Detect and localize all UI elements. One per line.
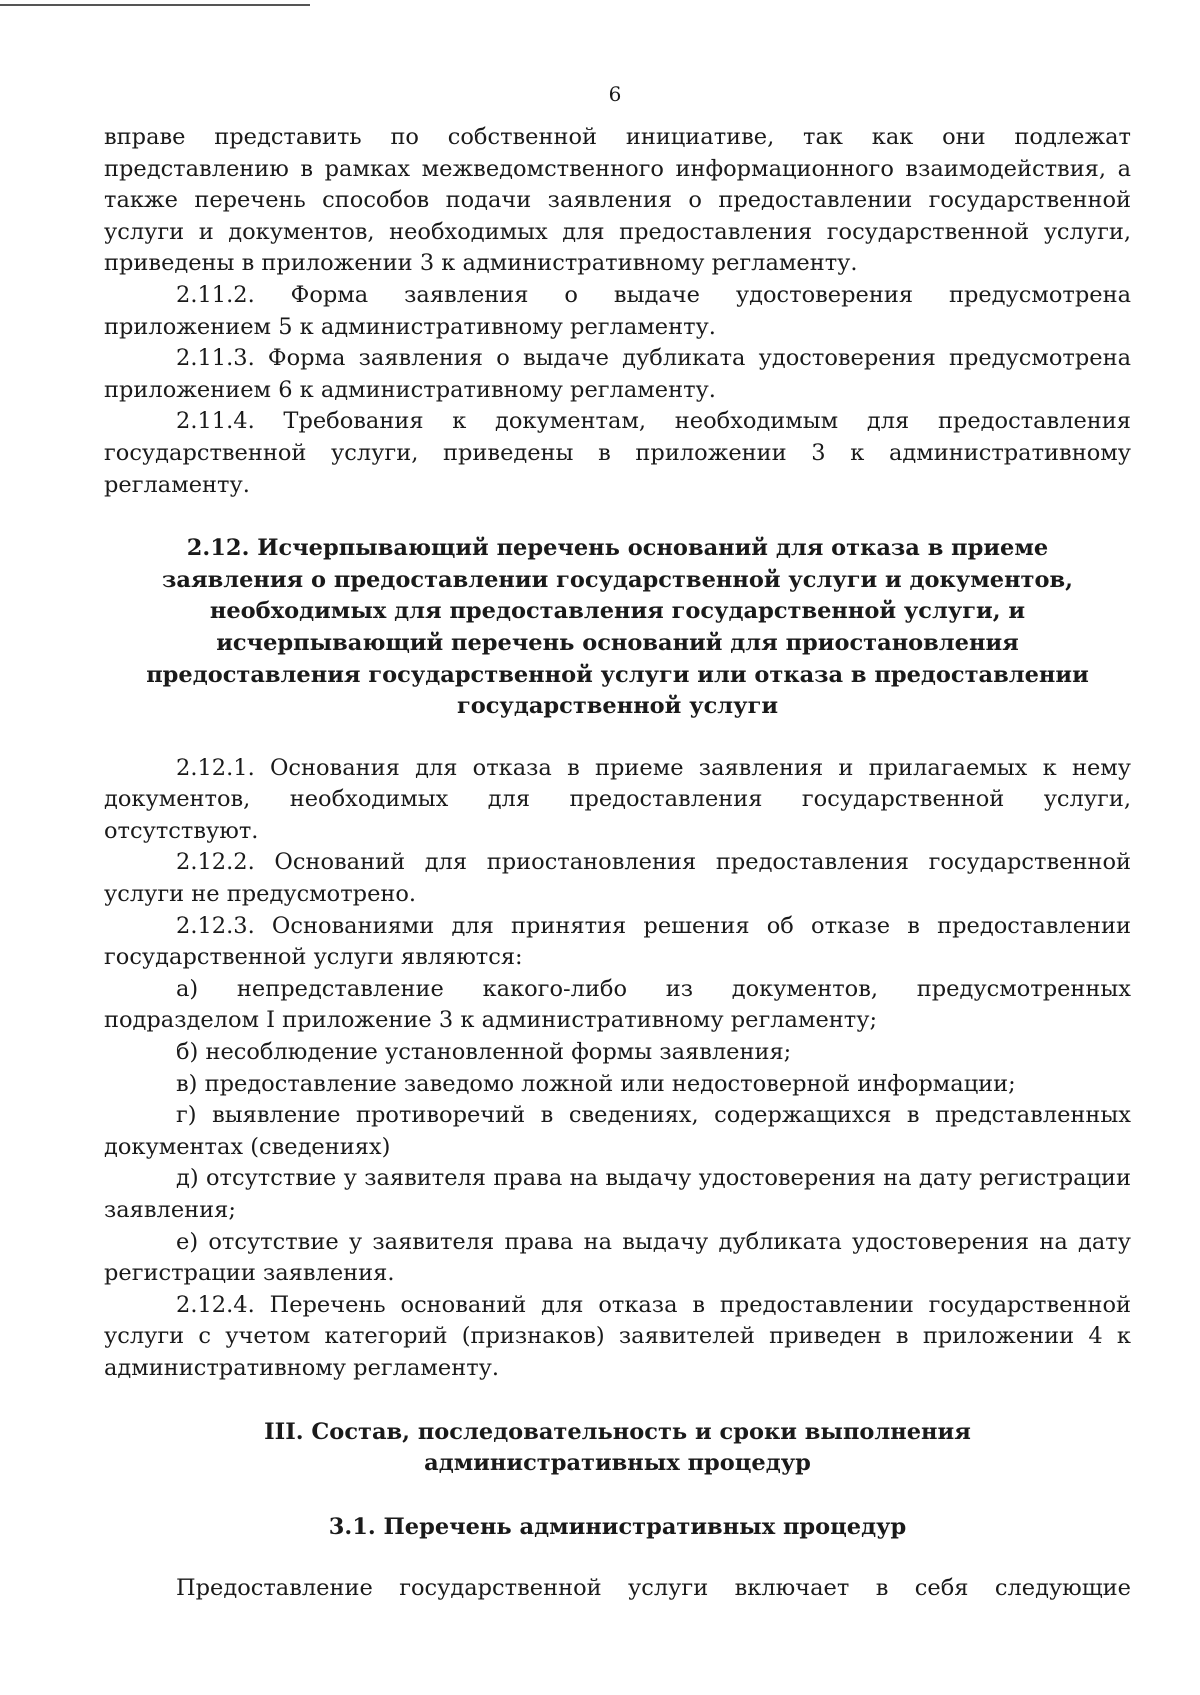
heading-section-3-line1: III. Состав, последовательность и сроки выполнения [264, 1418, 971, 1445]
page-number: 6 [608, 82, 622, 106]
paragraph-2-11-2: 2.11.2. Форма заявления о выдаче удостоверения предусмотрена приложением 5 к административному регламенту. [104, 281, 1131, 340]
paragraph-2-12-2: 2.12.2. Оснований для приостановления предоставления государственной услуги не предусмотрено. [104, 849, 1131, 908]
paragraph-2-11-3: 2.11.3. Форма заявления о выдаче дубликата удостоверения предусмотрена приложением 6 к административному регламенту. [104, 345, 1131, 403]
scan-artifact-line [0, 4, 310, 6]
paragraph-3-1: Предоставление государственной услуги включает в себя следующие [176, 1575, 1131, 1602]
paragraph-2-12-1: 2.12.1. Основания для отказа в приеме заявления и прилагаемых к нему документов, необходимых для предоставления государственной услуги, отсутствуют. [104, 754, 1131, 844]
list-item-b: б) несоблюдение установленной формы заявления; [176, 1039, 792, 1066]
list-item-e: е) отсутствие у заявителя права на выдачу дубликата удостоверения на дату регистрации заявления. [104, 1228, 1131, 1287]
paragraph-2-11-4: 2.11.4. Требования к документам, необходимым для предоставления государственной услуги, приведены в приложении 3 к административному регламенту. [104, 408, 1131, 498]
list-item-a: а) непредставление какого-либо из документов, предусмотренных подразделом I приложение 3 к административному регламенту; [104, 975, 1131, 1034]
heading-3-1: 3.1. Перечень административных процедур [328, 1513, 907, 1540]
heading-section-3-line2: административных процедур [424, 1450, 811, 1477]
heading-2-12: 2.12. Исчерпывающий перечень оснований для отказа в приеме заявления о предоставлении государственной услуги и документов, необходимых для предоставления государственной услуги, и исчерпывающий перечень оснований для приостановления предоставления государственной услуги или отказа в предоставлении государственной услуги [146, 535, 1089, 720]
list-item-g: г) выявление противоречий в сведениях, содержащихся в представленных документах (сведениях) [104, 1102, 1131, 1160]
paragraph-2-11-1-continued: вправе представить по собственной инициативе, так как они подлежат представлению в рамках межведомственного информационного взаимодействия, а также перечень способов подачи заявления о предоставлении государственной услуги и документов, необходимых для предоставления государственной услуги, приведены в приложении 3 к административному регламенту. [104, 124, 1131, 277]
list-item-v: в) предоставление заведомо ложной или недостоверной информации; [176, 1070, 1016, 1097]
heading-section-3 [104, 1417, 1131, 1480]
paragraph-2-12-3: 2.12.3. Основаниями для принятия решения об отказе в предоставлении государственной услуги являются: [104, 912, 1131, 971]
paragraph-2-12-4: 2.12.4. Перечень оснований для отказа в предоставлении государственной услуги с учетом категорий (признаков) заявителей приведен в приложении 4 к административному регламенту. [104, 1291, 1131, 1381]
document-body [104, 122, 1131, 1605]
list-item-d: д) отсутствие у заявителя права на выдачу удостоверения на дату регистрации заявления; [104, 1165, 1131, 1223]
